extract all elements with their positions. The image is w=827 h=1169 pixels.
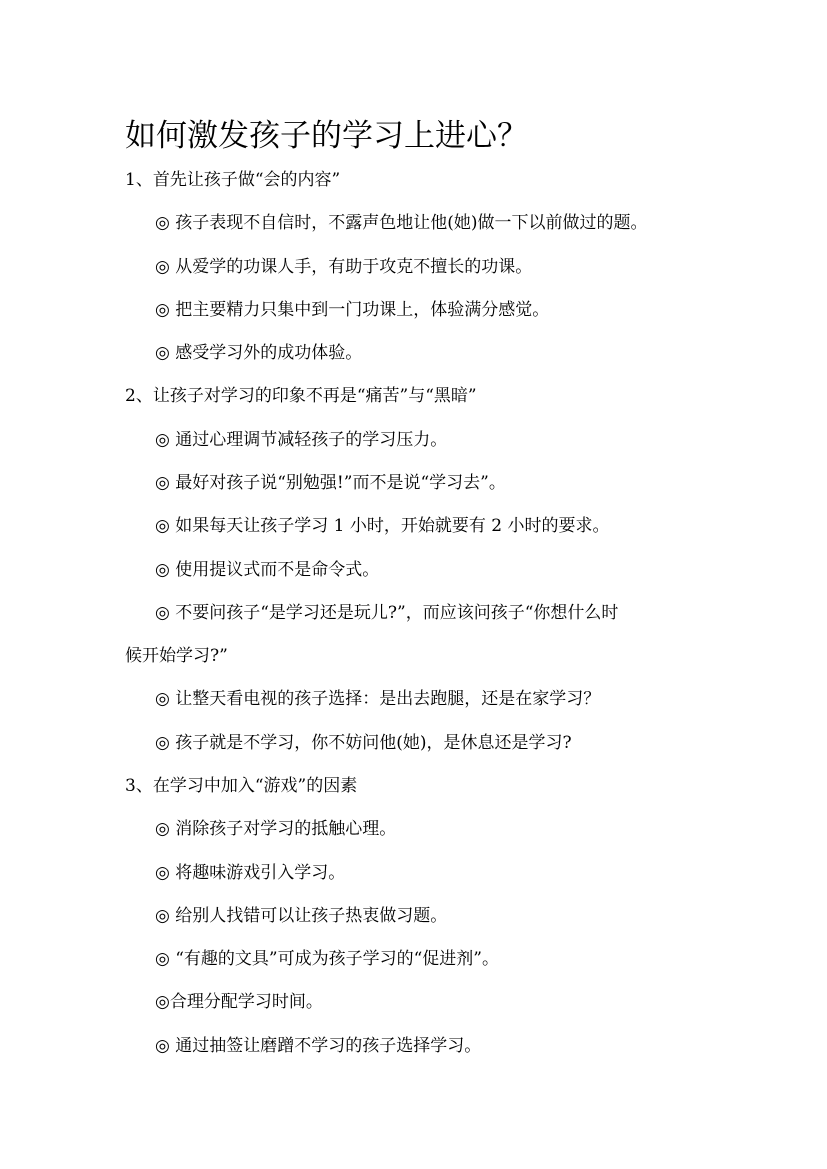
list-item: ◎ 给别人找错可以让孩子热衷做习题。 bbox=[155, 906, 448, 926]
list-item: ◎ 感受学习外的成功体验。 bbox=[155, 343, 363, 363]
list-item: ◎ 最好对孩子说“别勉强!”而不是说“学习去”。 bbox=[155, 473, 506, 493]
list-item: ◎合理分配学习时间。 bbox=[155, 992, 323, 1012]
list-item: ◎ 将趣味游戏引入学习。 bbox=[155, 863, 346, 883]
list-item: ◎ 让整天看电视的孩子选择：是出去跑腿，还是在家学习？ bbox=[155, 689, 601, 709]
list-item: ◎ 通过抽签让磨蹭不学习的孩子选择学习。 bbox=[155, 1036, 482, 1056]
list-item: ◎ 如果每天让孩子学习 1 小时，开始就要有 2 小时的要求。 bbox=[155, 516, 610, 536]
list-item: ◎ 孩子就是不学习，你不妨问他(她)，是休息还是学习? bbox=[155, 733, 572, 753]
list-item: ◎ 使用提议式而不是命令式。 bbox=[155, 560, 380, 580]
list-item: ◎ “有趣的文具”可成为孩子学习的“促进剂”。 bbox=[155, 949, 500, 969]
page-title: 如何激发孩子的学习上进心？ bbox=[125, 118, 528, 154]
list-item: ◎ 不要问孩子“是学习还是玩儿?”，而应该问孩子“你想什么时 bbox=[155, 603, 619, 623]
section-1-heading: 1、首先让孩子做“会的内容” bbox=[125, 170, 341, 190]
section-2-heading: 2、让孩子对学习的印象不再是“痛苦”与“黑暗” bbox=[125, 386, 477, 406]
list-item-continuation: 候开始学习?” bbox=[125, 646, 228, 666]
section-3-heading: 3、在学习中加入“游戏”的因素 bbox=[125, 776, 358, 796]
list-item: ◎ 从爱学的功课人手，有助于攻克不擅长的功课。 bbox=[155, 257, 533, 277]
list-item: ◎ 消除孩子对学习的抵触心理。 bbox=[155, 819, 397, 839]
list-item: ◎ 孩子表现不自信时，不露声色地让他(她)做一下以前做过的题。 bbox=[155, 213, 648, 233]
list-item: ◎ 把主要精力只集中到一门功课上，体验满分感觉。 bbox=[155, 300, 550, 320]
list-item: ◎ 通过心理调节减轻孩子的学习压力。 bbox=[155, 430, 448, 450]
